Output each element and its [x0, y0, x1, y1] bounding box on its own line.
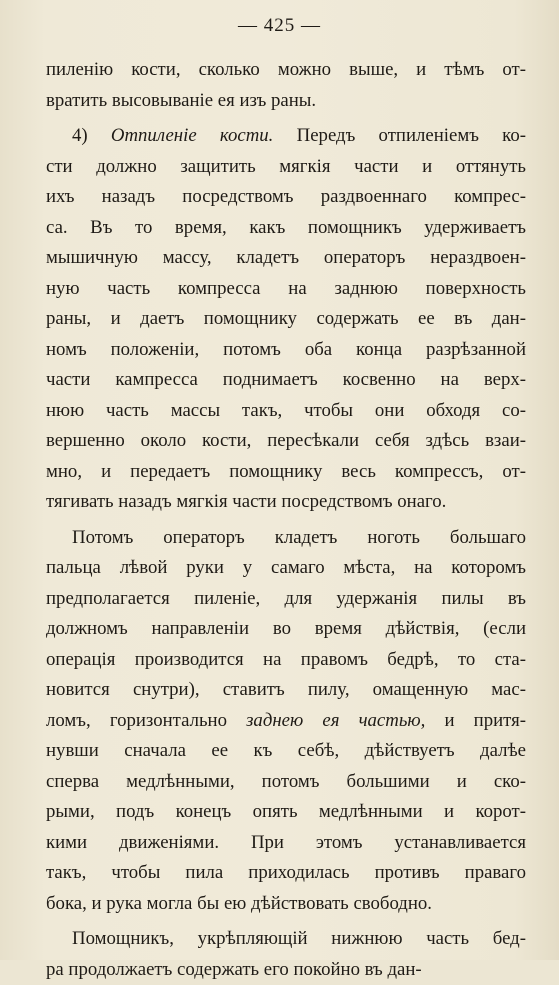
text-segment: ихъ назадъ посредствомъ раздвоеннаго компрес-: [46, 186, 526, 207]
text-segment: пальца лѣвой руки у самаго мѣста, на которомъ: [46, 557, 526, 578]
text-segment: сти должно защитить мягкія части и оттянуть: [46, 156, 526, 177]
text-segment: вратить высовываніе ея изъ раны.: [46, 90, 316, 111]
text-segment: ломъ, горизонтально: [46, 710, 246, 731]
text-line: [46, 121, 526, 152]
text-line: [46, 645, 526, 676]
paragraph: [46, 523, 526, 920]
page-number: — 425 —: [0, 14, 559, 38]
text-line: [46, 767, 526, 798]
text-segment: бока, и рука могла бы ею дѣйствовать свободно.: [46, 893, 432, 914]
text-line: [46, 213, 526, 244]
text-line: [46, 274, 526, 305]
text-line: [46, 858, 526, 889]
text-line: [46, 487, 526, 518]
text-line: [46, 614, 526, 645]
text-segment: сперва медлѣнными, потомъ большими и ско-: [46, 771, 526, 792]
text-segment: новится снутри), ставитъ пилу, омащенную мас-: [46, 679, 526, 700]
text-segment: са. Въ то время, какъ помощникъ удерживаетъ: [46, 217, 526, 238]
text-line: [46, 584, 526, 615]
text-line: [46, 365, 526, 396]
text-line: [46, 243, 526, 274]
text-segment: части кампресса поднимаетъ косвенно на верх-: [46, 369, 526, 390]
text-segment: вершенно около кости, пересѣкали себя здѣсь взаи-: [46, 430, 526, 451]
text-segment: и притя-: [425, 710, 526, 731]
text-segment: пиленію кости, сколько можно выше, и тѣмъ от-: [46, 59, 526, 80]
text-segment: Помощникъ, укрѣпляющій нижнюю часть бед-: [72, 928, 526, 949]
text-segment: номъ положеніи, потомъ оба конца разрѣзанной: [46, 339, 526, 360]
paragraph: [46, 55, 526, 116]
text-line: [46, 889, 526, 920]
text-line: [46, 304, 526, 335]
text-line: [46, 457, 526, 488]
text-line: [46, 924, 526, 955]
text-line: [46, 182, 526, 213]
body-text: [46, 55, 526, 985]
text-line: [46, 523, 526, 554]
text-line: [46, 426, 526, 457]
italic-phrase: заднею ея частью,: [246, 710, 425, 731]
text-segment: такъ, чтобы пила приходилась противъ праваго: [46, 862, 526, 883]
text-segment: 4): [72, 125, 111, 146]
text-line: [46, 86, 526, 117]
text-segment: ра продолжаетъ содержать его покойно въ дан-: [46, 959, 422, 980]
text-segment: мышичную массу, кладетъ операторъ нераздвоен-: [46, 247, 526, 268]
text-segment: предполагается пиленіе, для удержанія пилы въ: [46, 588, 526, 609]
paragraph: [46, 121, 526, 518]
text-line: [46, 335, 526, 366]
text-line: [46, 955, 526, 985]
text-line: [46, 736, 526, 767]
text-segment: нувши сначала ее къ себѣ, дѣйствуетъ далѣе: [46, 740, 526, 761]
text-segment: мно, и передаетъ помощнику весь компрессъ, от-: [46, 461, 526, 482]
text-segment: кими движеніями. При этомъ устанавливается: [46, 832, 526, 853]
italic-phrase: Отпиленіе кости.: [111, 125, 273, 146]
text-line: [46, 152, 526, 183]
text-segment: ную часть компресса на заднюю поверхность: [46, 278, 526, 299]
text-segment: раны, и даетъ помощнику содержать ее въ дан-: [46, 308, 526, 329]
text-segment: Потомъ операторъ кладетъ ноготь большаго: [72, 527, 526, 548]
text-segment: нюю часть массы такъ, чтобы они обходя со-: [46, 400, 526, 421]
text-segment: рыми, подъ конецъ опять медлѣнными и корот-: [46, 801, 526, 822]
text-line: [46, 553, 526, 584]
text-line: [46, 55, 526, 86]
paragraph: [46, 924, 526, 985]
text-line: [46, 797, 526, 828]
text-segment: тягивать назадъ мягкія части посредствомъ онаго.: [46, 491, 446, 512]
text-line: [46, 706, 526, 737]
text-segment: операція производится на правомъ бедрѣ, то ста-: [46, 649, 526, 670]
text-segment: Передъ отпиленіемъ ко-: [273, 125, 526, 146]
text-segment: должномъ направленіи во время дѣйствія, (если: [46, 618, 526, 639]
text-line: [46, 828, 526, 859]
text-line: [46, 675, 526, 706]
text-line: [46, 396, 526, 427]
